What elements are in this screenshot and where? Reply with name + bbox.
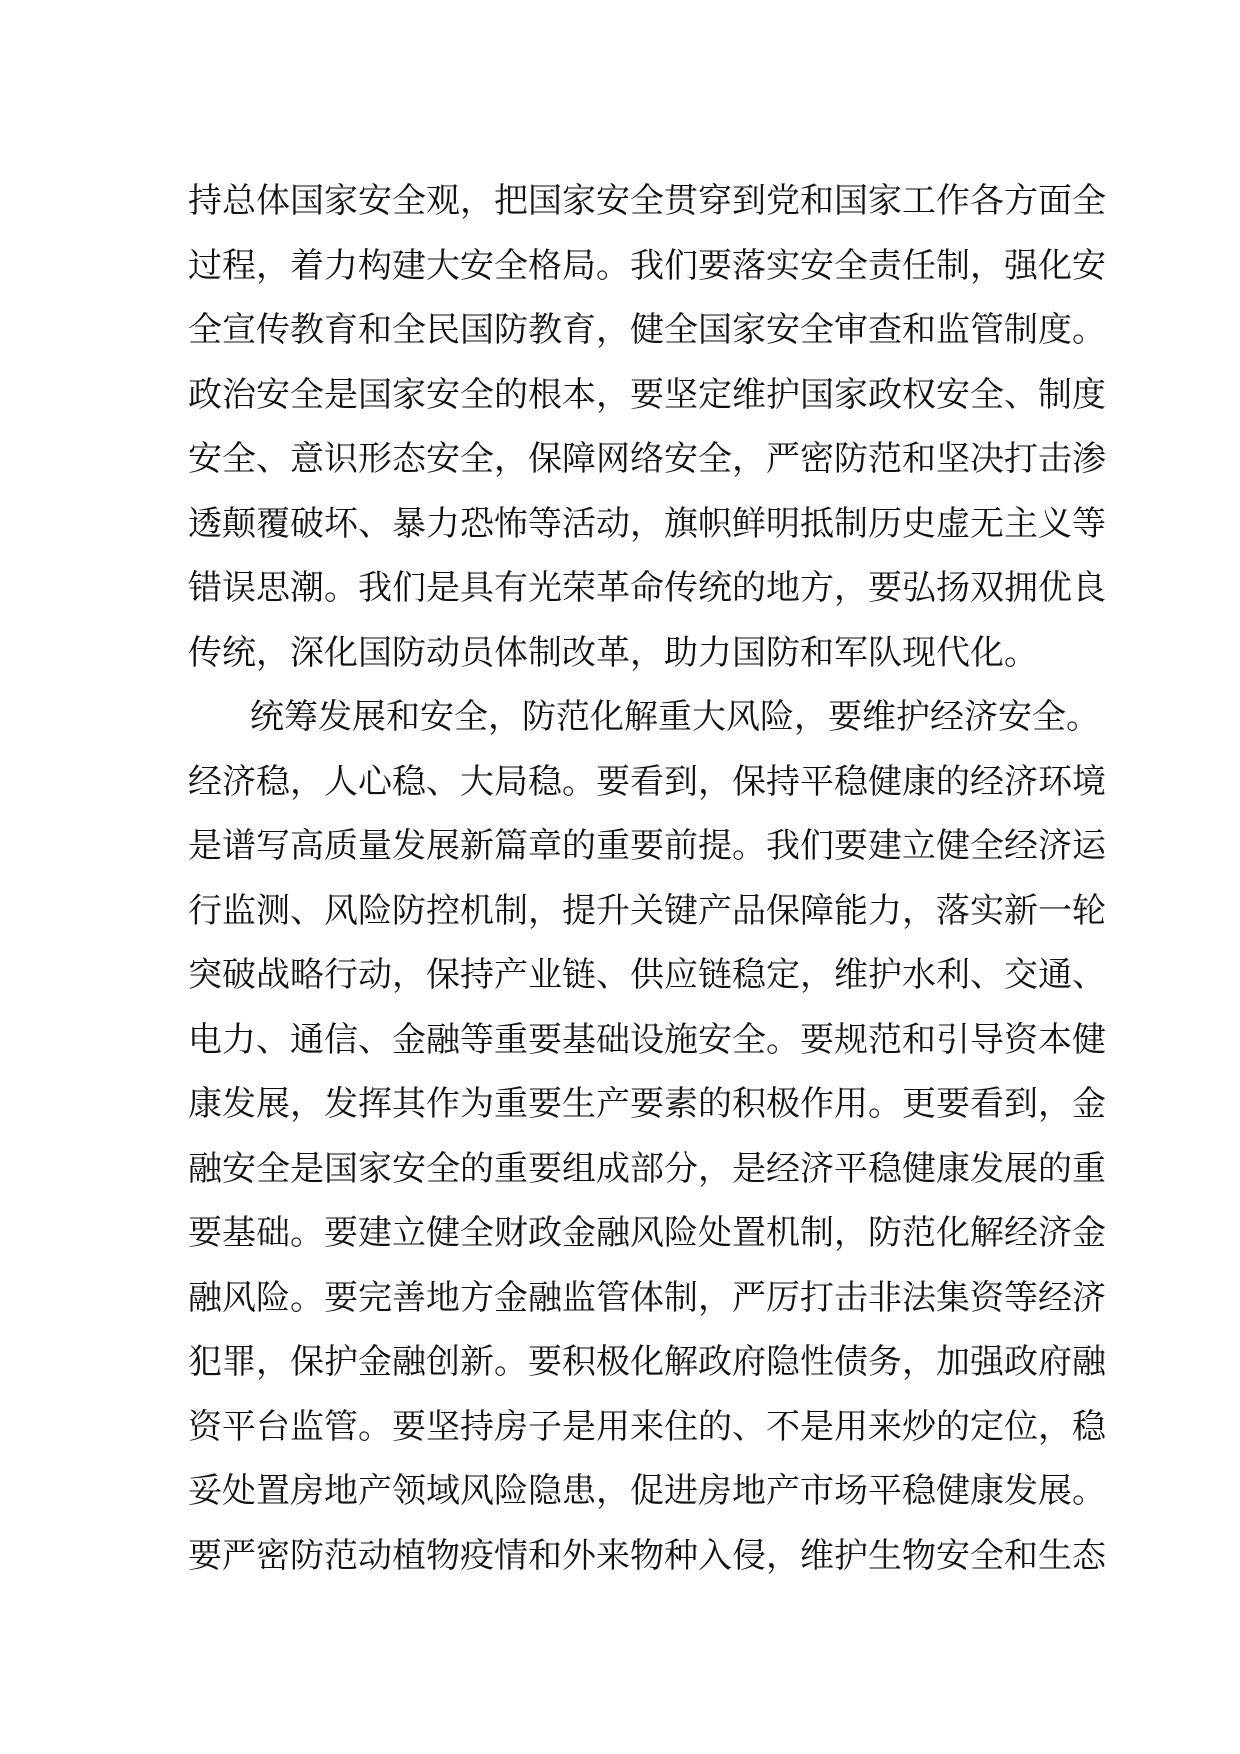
- text-line: 要基础。要建立健全财政金融风险处置机制，防范化解经济金: [188, 1213, 1106, 1253]
- text-line: 过程，着力构建大安全格局。我们要落实安全责任制，强化安: [188, 245, 1106, 286]
- body-text: [188, 169, 1106, 1588]
- text-line: 电力、通信、金融等重要基础设施安全。要规范和引导资本健: [188, 1019, 1106, 1060]
- text-line: 经济稳，人心稳、大局稳。要看到，保持平稳健康的经济环境: [188, 761, 1106, 802]
- text-line: 融安全是国家安全的重要组成部分，是经济平稳健康发展的重: [188, 1148, 1106, 1189]
- text-line: 资平台监管。要坚持房子是用来住的、不是用来炒的定位，稳: [188, 1406, 1106, 1447]
- paragraph-first-line: 统筹发展和安全，防范化解重大风险，要维护经济安全。: [250, 697, 1100, 737]
- text-line: 突破战略行动，保持产业链、供应链稳定，维护水利、交通、: [188, 955, 1106, 995]
- text-line: 犯罪，保护金融创新。要积极化解政府隐性债务，加强政府融: [188, 1342, 1106, 1382]
- text-line: 持总体国家安全观，把国家安全贯穿到党和国家工作各方面全: [188, 181, 1106, 221]
- text-line: 错误思潮。我们是具有光荣革命传统的地方，要弘扬双拥优良: [188, 568, 1106, 608]
- text-line: 妥处置房地产领域风险隐患，促进房地产市场平稳健康发展。: [188, 1471, 1106, 1511]
- text-line: 康发展，发挥其作为重要生产要素的积极作用。更要看到，金: [188, 1084, 1106, 1124]
- text-line: 是谱写高质量发展新篇章的重要前提。我们要建立健全经济运: [188, 826, 1106, 866]
- text-line: 安全、意识形态安全，保障网络安全，严密防范和坚决打击渗: [188, 439, 1106, 479]
- text-line: 透颠覆破坏、暴力恐怖等活动，旗帜鲜明抵制历史虚无主义等: [188, 503, 1106, 544]
- text-line: 政治安全是国家安全的根本，要坚定维护国家政权安全、制度: [188, 374, 1106, 415]
- text-line: 要严密防范动植物疫情和外来物种入侵，维护生物安全和生态: [188, 1535, 1106, 1576]
- text-line: 行监测、风险防控机制，提升关键产品保障能力，落实新一轮: [188, 890, 1106, 931]
- text-line: 传统，深化国防动员体制改革，助力国防和军队现代化。: [188, 632, 1038, 673]
- text-line: 全宣传教育和全民国防教育，健全国家安全审查和监管制度。: [188, 310, 1106, 350]
- text-line: 融风险。要完善地方金融监管体制，严厉打击非法集资等经济: [188, 1277, 1106, 1318]
